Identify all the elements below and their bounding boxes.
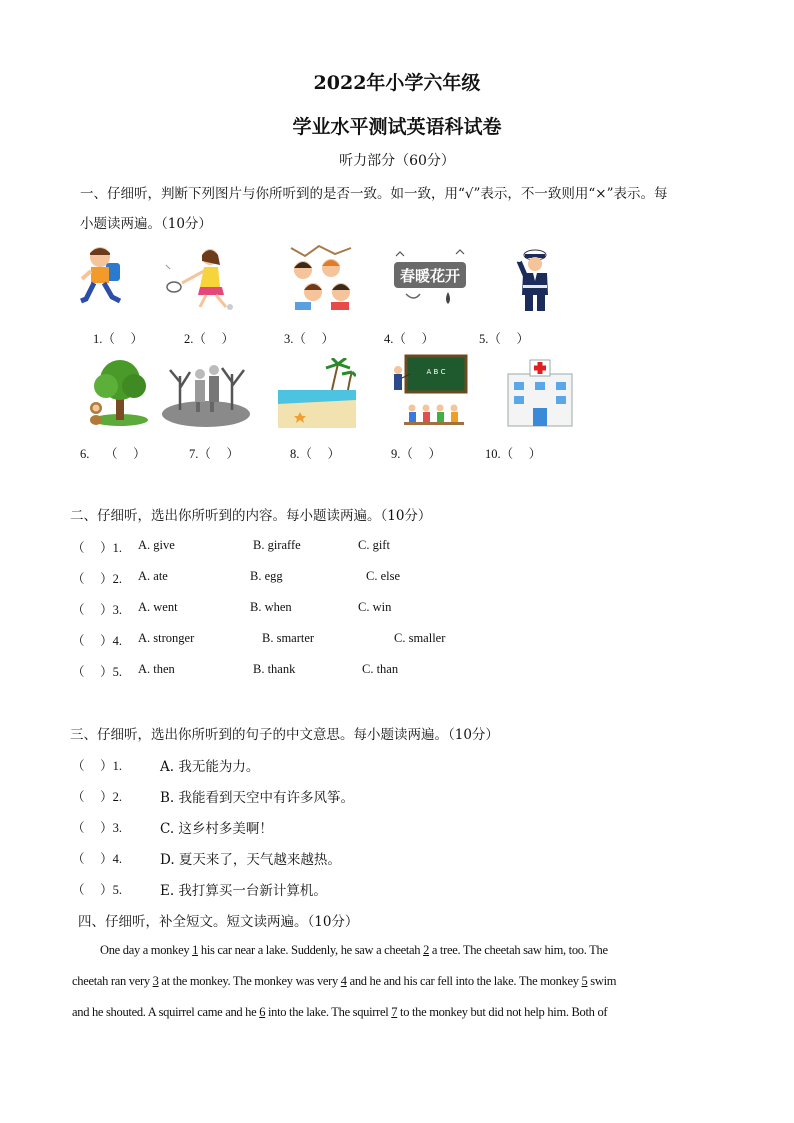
s3-q1-number: （ ）1. (72, 759, 123, 773)
blank-7[interactable]: 7 (391, 1005, 398, 1019)
girl-badminton-picture (160, 245, 240, 313)
passage-line-3: and he shouted. A squirrel came and he 6 into the lake. The squirrel 7 to the monkey but did not help him. Both of (72, 1005, 608, 1019)
s2-q5-option-b: B. thank (253, 662, 296, 676)
s2-q2-option-c: C. else (366, 569, 401, 583)
s2-q3-option-a: A. went (138, 600, 178, 614)
boy-running-picture (78, 245, 128, 310)
picture-label-7: 7.（ ） (189, 447, 240, 461)
picture-label-9: 9.（ ） (391, 447, 442, 461)
section2-instruction: 二、仔细听，选出你所听到的内容。每小题读两遍。（10分） (70, 508, 432, 524)
s2-q5-number: （ ）5. (72, 665, 123, 679)
blank-3[interactable]: 3 (152, 974, 159, 988)
section1-instruction-cont: 小题读两遍。（10分） (80, 216, 212, 232)
s2-q4-option-c: C. smaller (394, 631, 446, 645)
section1-instruction: 一、仔细听，判断下列图片与你所听到的是否一致。如一致，用“√”表示，不一致则用“×”表示。每 (80, 186, 668, 202)
s2-q4-number: （ ）4. (72, 634, 123, 648)
spring-sign-picture (390, 248, 470, 310)
s3-q5-number: （ ）5. (72, 883, 123, 897)
s2-q4-option-b: B. smarter (262, 631, 315, 645)
blank-2[interactable]: 2 (423, 943, 430, 957)
s2-q2-number: （ ）2. (72, 572, 123, 586)
picture-label-1: 1.（ ） (93, 332, 144, 346)
blank-5[interactable]: 5 (581, 974, 588, 988)
s2-q4-option-a: A. stronger (138, 631, 195, 645)
s2-q1-option-a: A. give (138, 538, 175, 552)
page-subtitle: 学业水平测试英语科试卷 (292, 116, 502, 138)
s2-q5-option-c: C. than (362, 662, 399, 676)
s3-option-c: C. 这乡村多美啊！ (160, 821, 273, 837)
s3-q2-number: （ ）2. (72, 790, 123, 804)
section3-instruction: 三、仔细听，选出你所听到的句子的中文意思。每小题读两遍。（10分） (70, 727, 499, 743)
picture-label-6: 6. （ ） (80, 447, 146, 461)
s2-q2-option-b: B. egg (250, 569, 283, 583)
blank-6[interactable]: 6 (259, 1005, 266, 1019)
s3-option-e: E. 我打算买一台新计算机。 (160, 883, 327, 899)
picture-label-4: 4.（ ） (384, 332, 435, 346)
page-title: 2022年小学六年级 (313, 72, 481, 94)
beach-picture (278, 358, 356, 428)
blank-1[interactable]: 1 (192, 943, 199, 957)
s3-option-b: B. 我能看到天空中有许多风筝。 (160, 790, 355, 806)
s2-q2-option-a: A. ate (138, 569, 168, 583)
s2-q1-option-c: C. gift (358, 538, 390, 552)
classroom-picture (388, 352, 468, 430)
passage-line-1: One day a monkey 1 his car near a lake. Suddenly, he saw a cheetah 2 a tree. The cheetah saw him, too. The (100, 943, 608, 957)
picture-label-3: 3.（ ） (284, 332, 335, 346)
s2-q3-option-c: C. win (358, 600, 392, 614)
s2-q1-option-b: B. giraffe (253, 538, 301, 552)
tree-planting-picture (160, 360, 252, 428)
picture-label-2: 2.（ ） (184, 332, 235, 346)
s3-q3-number: （ ）3. (72, 821, 123, 835)
children-group-picture (285, 242, 357, 314)
s2-q1-number: （ ）1. (72, 541, 123, 555)
s2-q3-option-b: B. when (250, 600, 292, 614)
blank-4[interactable]: 4 (340, 974, 347, 988)
passage-line-2: cheetah ran very 3 at the monkey. The monkey was very 4 and he and his car fell into the lake. The monkey 5 swim (72, 974, 617, 988)
hospital-picture (500, 356, 580, 432)
monkey-tree-picture (78, 358, 150, 428)
s3-q4-number: （ ）4. (72, 852, 123, 866)
spring-sign-text: 春暖花开 (399, 267, 461, 285)
s2-q5-option-a: A. then (138, 662, 175, 676)
s2-q3-number: （ ）3. (72, 603, 123, 617)
section-heading-listening: 听力部分（60分） (339, 153, 455, 169)
section4-instruction: 四、仔细听，补全短文。短文读两遍。（10分） (78, 914, 359, 930)
picture-label-8: 8.（ ） (290, 447, 341, 461)
blackboard-text: A B C (426, 368, 446, 376)
picture-label-5: 5.（ ） (479, 332, 530, 346)
picture-label-10: 10.（ ） (485, 447, 542, 461)
police-officer-picture (515, 247, 555, 313)
s3-option-d: D. 夏天来了，天气越来越热。 (160, 852, 341, 868)
s3-option-a: A. 我无能为力。 (160, 759, 260, 775)
